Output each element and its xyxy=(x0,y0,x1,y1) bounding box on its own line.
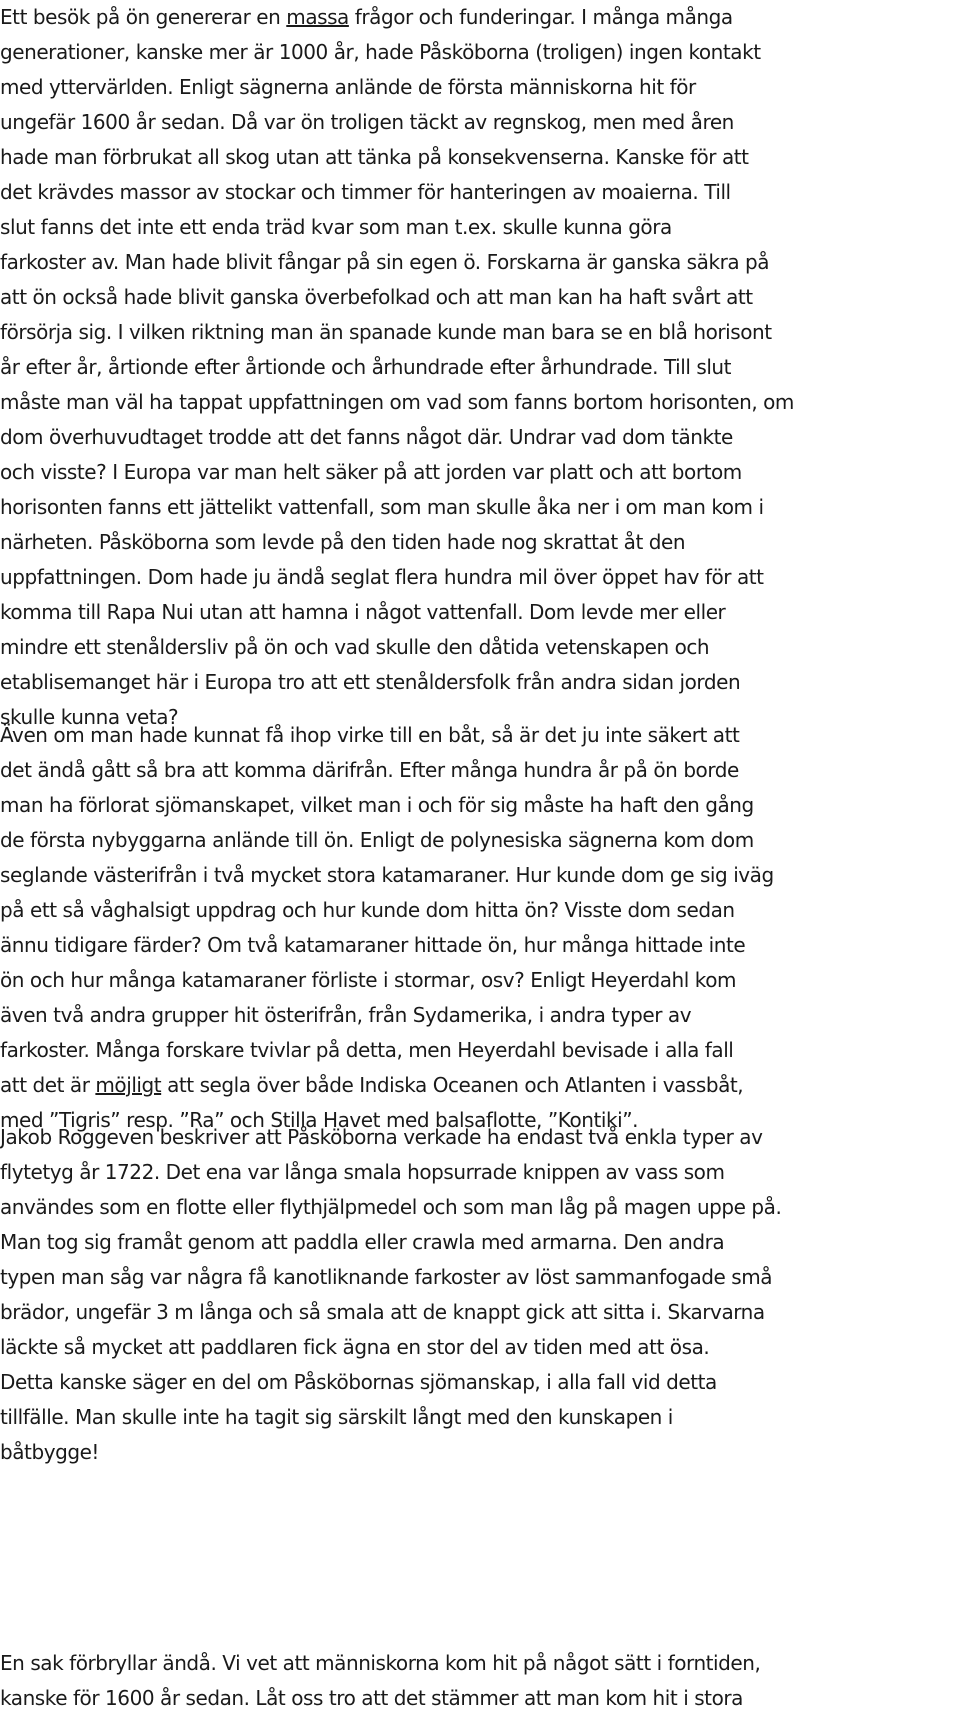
text-line xyxy=(0,140,960,175)
text-line xyxy=(0,420,960,455)
text-segment: farkoster av. Man hade blivit fångar på sin egen ö. Forskarna är ganska säkra på xyxy=(0,250,770,274)
text-line xyxy=(0,1365,960,1400)
text-segment: tillfälle. Man skulle inte ha tagit sig särskilt långt med den kunskapen i xyxy=(0,1405,673,1429)
text-segment: Även om man hade kunnat få ihop virke till en båt, så är det ju inte säkert att xyxy=(0,723,740,747)
text-line xyxy=(0,455,960,490)
text-line xyxy=(0,1295,960,1330)
text-segment: båtbygge! xyxy=(0,1440,99,1464)
text-segment: seglande västerifrån i två mycket stora katamaraner. Hur kunde dom ge sig iväg xyxy=(0,863,774,887)
text-segment: brädor, ungefär 3 m långa och så smala att de knappt gick att sitta i. Skarvarna xyxy=(0,1300,765,1324)
text-segment: mindre ett stenåldersliv på ön och vad skulle den dåtida vetenskapen och xyxy=(0,635,710,659)
text-line xyxy=(0,788,960,823)
text-segment: typen man såg var några få kanotliknande farkoster av löst sammanfogade små xyxy=(0,1265,773,1289)
text-line xyxy=(0,385,960,420)
text-line xyxy=(0,630,960,665)
text-segment: Detta kanske säger en del om Påsköbornas sjömanskap, i alla fall vid detta xyxy=(0,1370,717,1394)
text-segment: man ha förlorat sjömanskapet, vilket man i och för sig måste ha haft den gång xyxy=(0,793,754,817)
text-segment: generationer, kanske mer är 1000 år, hade Påsköborna (troligen) ingen kontakt xyxy=(0,40,761,64)
text-segment: frågor och funderingar. I många många xyxy=(348,5,733,29)
text-segment: det krävdes massor av stockar och timmer för hanteringen av moaierna. Till xyxy=(0,180,731,204)
text-segment: måste man väl ha tappat uppfattningen om vad som fanns bortom horisonten, om xyxy=(0,390,794,414)
text-line xyxy=(0,1033,960,1068)
underlined-word: massa xyxy=(286,5,349,29)
text-line xyxy=(0,718,960,753)
text-segment: försörja sig. I vilken riktning man än spanade kunde man bara se en blå horisont xyxy=(0,320,772,344)
text-line xyxy=(0,105,960,140)
text-line xyxy=(0,0,960,35)
text-line xyxy=(0,858,960,893)
text-line xyxy=(0,823,960,858)
text-segment: år efter år, årtionde efter årtionde och århundrade efter århundrade. Till slut xyxy=(0,355,732,379)
text-segment: att ön också hade blivit ganska överbefolkad och att man kan ha haft svårt att xyxy=(0,285,753,309)
text-line xyxy=(0,753,960,788)
text-line xyxy=(0,1435,960,1470)
text-segment: horisonten fanns ett jättelikt vattenfall, som man skulle åka ner i om man kom i xyxy=(0,495,764,519)
text-segment: ön och hur många katamaraner förliste i stormar, osv? Enligt Heyerdahl kom xyxy=(0,968,737,992)
text-segment: ungefär 1600 år sedan. Då var ön troligen täckt av regnskog, men med åren xyxy=(0,110,734,134)
text-line xyxy=(0,998,960,1033)
text-line xyxy=(0,175,960,210)
paragraph-roggeven xyxy=(0,1120,960,1470)
text-segment: närheten. Påsköborna som levde på den tiden hade nog skrattat åt den xyxy=(0,530,686,554)
text-line xyxy=(0,1260,960,1295)
text-segment: komma till Rapa Nui utan att hamna i något vattenfall. Dom levde mer eller xyxy=(0,600,726,624)
text-line xyxy=(0,893,960,928)
text-line xyxy=(0,1190,960,1225)
text-segment: att det är xyxy=(0,1073,96,1097)
text-line xyxy=(0,560,960,595)
underlined-word: möjligt xyxy=(95,1073,162,1097)
text-line xyxy=(0,315,960,350)
text-line xyxy=(0,665,960,700)
text-line xyxy=(0,490,960,525)
text-line xyxy=(0,1155,960,1190)
text-segment: att segla över både Indiska Oceanen och Atlanten i vassbåt, xyxy=(161,1073,744,1097)
text-segment: Ett besök på ön genererar en xyxy=(0,5,287,29)
text-line xyxy=(0,35,960,70)
text-segment: med ”Tigris” resp. ”Ra” och Stilla Havet med balsaflotte, ”Kontiki”. xyxy=(0,1108,639,1132)
text-segment: på ett så våghalsigt uppdrag och hur kunde dom hitta ön? Visste dom sedan xyxy=(0,898,735,922)
paragraph-boats xyxy=(0,718,960,1138)
text-segment: det ändå gått så bra att komma därifrån. Efter många hundra år på ön borde xyxy=(0,758,739,782)
text-line xyxy=(0,1330,960,1365)
text-segment: ännu tidigare färder? Om två katamaraner hittade ön, hur många hittade inte xyxy=(0,933,746,957)
text-line xyxy=(0,70,960,105)
text-line xyxy=(0,1068,960,1103)
text-line xyxy=(0,1646,960,1681)
text-line xyxy=(0,595,960,630)
text-segment: flytetyg år 1722. Det ena var långa smala hopsurrade knippen av vass som xyxy=(0,1160,725,1184)
text-segment: farkoster. Många forskare tvivlar på detta, men Heyerdahl bevisade i alla fall xyxy=(0,1038,734,1062)
text-segment: även två andra grupper hit österifrån, från Sydamerika, i andra typer av xyxy=(0,1003,692,1027)
text-line xyxy=(0,245,960,280)
text-segment: slut fanns det inte ett enda träd kvar som man t.ex. skulle kunna göra xyxy=(0,215,672,239)
text-line xyxy=(0,1225,960,1260)
text-line xyxy=(0,1120,960,1155)
paragraph-puzzle xyxy=(0,1646,960,1714)
text-segment: dom överhuvudtaget trodde att det fanns något där. Undrar vad dom tänkte xyxy=(0,425,733,449)
text-segment: med yttervärlden. Enligt sägnerna anlände de första människorna hit för xyxy=(0,75,696,99)
text-segment: uppfattningen. Dom hade ju ändå seglat flera hundra mil över öppet hav för att xyxy=(0,565,764,589)
text-line xyxy=(0,1681,960,1714)
text-segment: de första nybyggarna anlände till ön. Enligt de polynesiska sägnerna kom dom xyxy=(0,828,754,852)
text-line xyxy=(0,525,960,560)
text-segment: Jakob Roggeven beskriver att Påsköborna verkade ha endast två enkla typer av xyxy=(0,1125,763,1149)
text-segment: och visste? I Europa var man helt säker på att jorden var platt och att bortom xyxy=(0,460,742,484)
text-segment: kanske för 1600 år sedan. Låt oss tro att det stämmer att man kom hit i stora xyxy=(0,1686,743,1710)
text-segment: etablisemanget här i Europa tro att ett stenåldersfolk från andra sidan jorden xyxy=(0,670,741,694)
text-line xyxy=(0,1400,960,1435)
text-line xyxy=(0,350,960,385)
text-line xyxy=(0,928,960,963)
text-segment: användes som en flotte eller flythjälpmedel och som man låg på magen uppe på. xyxy=(0,1195,782,1219)
text-segment: En sak förbryllar ändå. Vi vet att människorna kom hit på något sätt i forntiden, xyxy=(0,1651,761,1675)
text-line xyxy=(0,210,960,245)
text-segment: läckte så mycket att paddlaren fick ägna en stor del av tiden med att ösa. xyxy=(0,1335,710,1359)
text-segment: skulle kunna veta? xyxy=(0,705,179,729)
text-line xyxy=(0,963,960,998)
text-segment: Man tog sig framåt genom att paddla eller crawla med armarna. Den andra xyxy=(0,1230,725,1254)
text-segment: hade man förbrukat all skog utan att tänka på konsekvenserna. Kanske för att xyxy=(0,145,749,169)
text-line xyxy=(0,280,960,315)
paragraph-intro xyxy=(0,0,960,735)
